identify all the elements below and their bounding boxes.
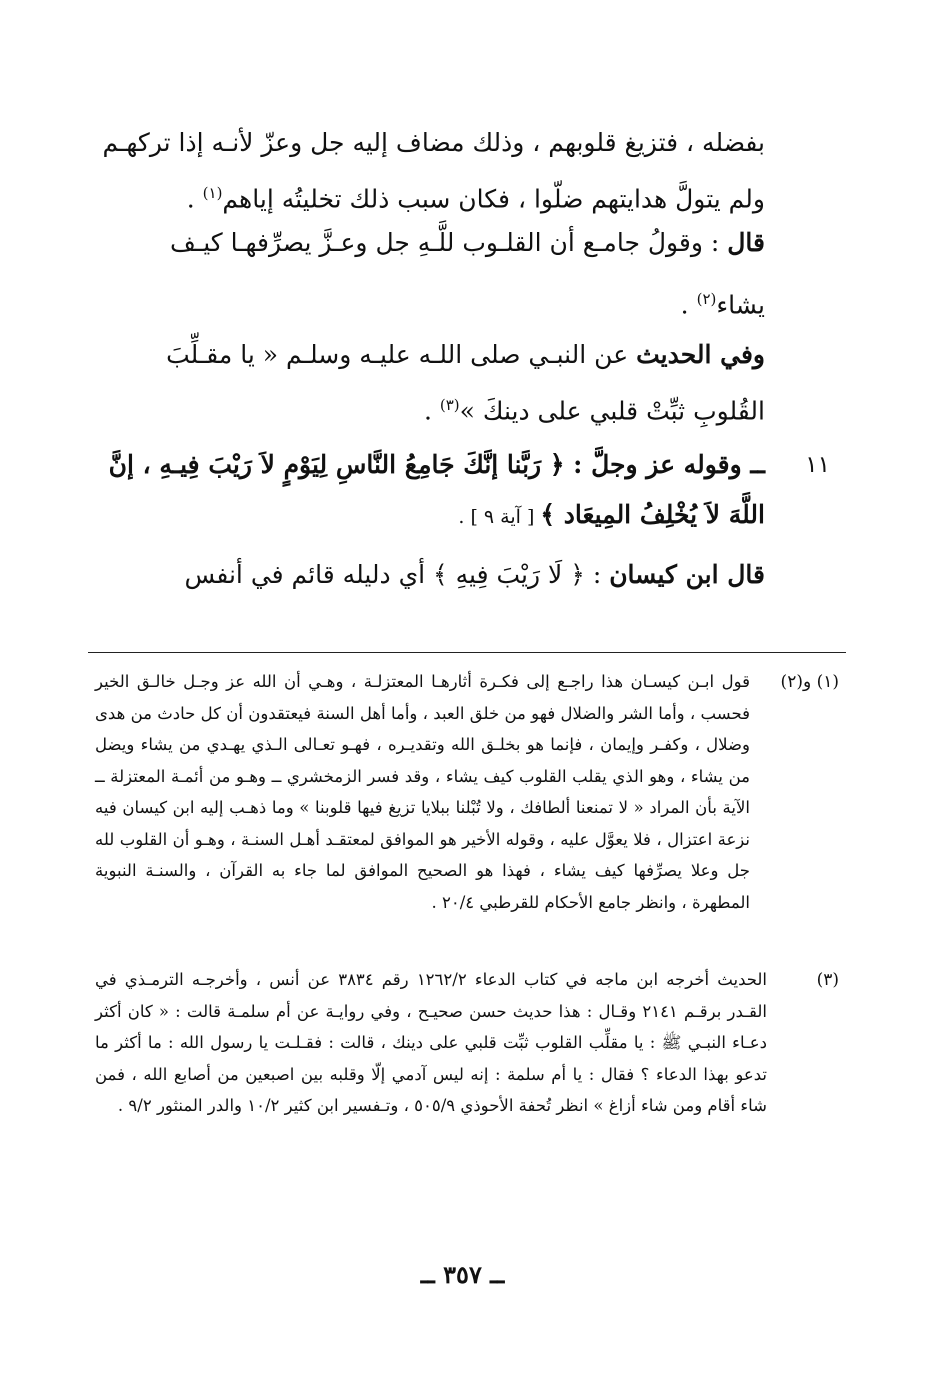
verse-line-2: اللَّهَ لاَ يُخْلِفُ المِيعَاد ﴾ [ آية ٩ ] . [458,500,765,529]
footnote-ref-1: (١) [202,184,223,202]
paragraph-3-line-2: القُلوبِ ثبِّتْ قلبي على دينكَ »$^{(٣)}$ . [423,396,765,426]
paragraph-3-line-1: وفي الحديث عن النبـي صلى اللـه عليـه وسلـم « يا مقـلِّبَ [166,340,765,369]
section-number: ١١ [805,452,830,478]
paragraph-4-line-1: قال ابن كيسان : ﴿ لَا رَيْبَ فِيهِ ﴾ أي دليله قائم في أنفس [184,560,765,589]
footnote-ref-3: (٣) [439,396,460,414]
footnote-ref-2: (٢) [696,290,717,308]
paragraph-2-line-2: يشاء$^{(٢)}$ . [680,290,765,320]
footnote-1-number: (١) و(٢) [780,672,839,692]
footnote-1-text: قول ابـن كيسـان هذا راجـع إلى فكـرة أثارهـا المعتزلـة ، وهـي أن الله عز وجـل خالـق الخير فحسب ، وأما الشر والضلال فهو من خلق العبد ، وأما أهل السنة فيعتقدون أن كل حادث من هدى وضلال ، وكفـر وإيمان ، فإنما هو بخلـق الله وتقديـره ، فهـو تعـالى الـذي يهـدي من يشاء ويضل من يشاء ، وهو الذي يقلب القلوب كيف يشاء ، وقد فسر الزمخشري ــ وهـو من أئمـة المعتزلة ــ الآية بأن المراد « لا تمنعنا ألطافك ، ولا تُبْلنا ببلايا تزيغ فيها قلوبنا » وما ذهـب إليه ابن كيسان فيه نزعة اعتزال ، فلا يعوَّل عليه ، وقوله الأخير هو الموافق لمعتقـد أهـل السنـة ، وهـو أن القلوب لله جل وعلا يصرِّفها كيف يشاء ، فهذا هو الصحيح الموافق لما جاء به القرآن ، والسنـة النبوية المطهرة ، وانظر جامع الأحكام للقرطبي ٢٠/٤ . [95,672,750,912]
paragraph-4 [100,550,765,600]
paragraph-1 [100,118,765,224]
paragraph-3 [100,330,765,436]
page-number: ــ ٣٥٧ ــ [420,1260,505,1289]
paragraph-1-line-1: بفضله ، فتزيغ قلوبهم ، وذلك مضاف إليه جل وعزّ لأنـه إذا تركهـم [102,128,765,157]
footnote-divider [88,652,846,653]
verse-paragraph [100,440,765,542]
paragraph-1-line-2: ولم يتولَّ هدايتهم ضلّوا ، فكان سبب ذلك تخليتُه إياهم$^{(١)}$ . [186,184,765,214]
paragraph-2 [100,218,765,330]
verse-line-1: ــ وقوله عز وجلَّ : ﴿ رَبَّنا إنَّكَ جَامِعُ النَّاسِ لِيَوْمٍ لاَ رَيْبَ فِيـهِ ، إنَّ [108,450,765,479]
footnote-3-text: الحديث أخرجه ابن ماجه في كتاب الدعاء ١٢٦٢/٢ رقم ٣٨٣٤ عن أنس ، وأخرجـه الترمـذي في القـدر برقـم ٢١٤١ وقـال : هذا حديث حسن صحيـح ، وفي روايـة عن أم سلمـة قالت : « كان أكثر دعـاء النبـي ﷺ : يا مقلِّب القلوب ثبِّت قلبي على دينك ، قالت : فقـلـت يا رسول الله : ما أكثر ما تدعو بهذا الدعاء ؟ فقال : يا أم سلمة : إنه ليس آدمي إلّا وقلبه بين اصبعين من أصابع الله ، فمن شاء أقام ومن شاء أزاغ » انظر تُحفة الأحوذي ٥٠٥/٩ ، وتـفسير ابن كثير ١٠/٢ والدر المنثور ٩/٢ . [95,970,768,1115]
ayah-reference: [ آية ٩ ] . [458,506,541,528]
paragraph-2-line-1: قال : وقولُ جامـع أن القلـوب للَّـهِ جل وعـزَّ يصرِّفهـا كيـف [170,228,765,257]
footnote-3-number: (٣) [816,970,839,990]
